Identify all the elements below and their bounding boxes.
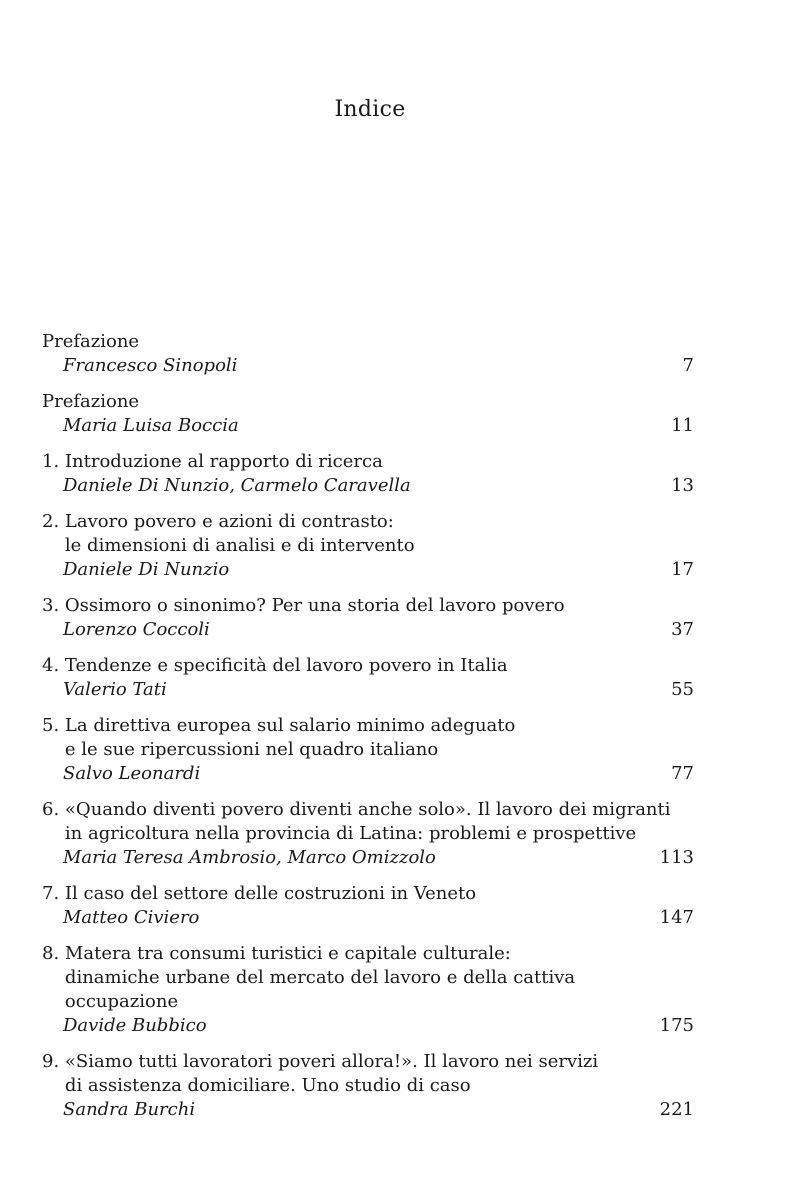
toc-entry-page-number: 221 [659,1099,694,1120]
toc-entry-title [42,1050,694,1098]
toc-entry-author-row [42,354,694,378]
toc-entry-title-line: e le sue ripercussioni nel quadro italiano [64,739,439,760]
toc-entry-author-row [42,678,694,702]
toc-entry-title-line: Ossimoro o sinonimo? Per una storia del lavoro povero [64,595,565,616]
toc-entry-author-row [42,618,694,642]
toc-entry-title-line: «Quando diventi povero diventi anche solo». Il lavoro dei migranti [64,799,671,820]
toc-entry-page-number: 11 [671,415,694,436]
toc-entry [42,714,694,786]
toc-entry-title [42,714,694,762]
toc-entry-number: 4. [42,655,60,676]
toc-entry-number: 2. [42,511,60,532]
toc-entry-title-line: Il caso del settore delle costruzioni in Veneto [64,883,477,904]
toc-entry [42,1050,694,1122]
toc-entry-page-number: 55 [671,679,694,700]
toc-entry-title [42,798,694,846]
toc-entry-title [42,654,694,678]
toc-entry [42,594,694,642]
toc-entry [42,882,694,930]
toc-entry [42,510,694,582]
toc-entry-author-row [42,414,694,438]
table-of-contents [42,330,694,1134]
toc-entry-number: 7. [42,883,60,904]
toc-entry-author-row [42,906,694,930]
toc-entry-author: Daniele Di Nunzio [63,559,230,580]
toc-entry-title-line: in agricoltura nella provincia di Latina: problemi e prospettive [64,823,637,844]
toc-entry-author: Valerio Tati [63,679,167,700]
toc-entry-author: Francesco Sinopoli [63,355,238,376]
toc-entry-author: Lorenzo Coccoli [63,619,210,640]
toc-entry-title-line: «Siamo tutti lavoratori poveri allora!». Il lavoro nei servizi [64,1051,599,1072]
toc-entry [42,798,694,870]
toc-entry-number: 6. [42,799,60,820]
toc-entry-title-line: Prefazione [42,331,140,352]
toc-entry [42,942,694,1038]
toc-entry [42,330,694,378]
toc-entry-title-line: Lavoro povero e azioni di contrasto: [64,511,394,532]
toc-entry-page-number: 113 [659,847,694,868]
toc-entry-author-row [42,846,694,870]
toc-entry-author-row [42,1098,694,1122]
toc-entry [42,654,694,702]
toc-entry-author-row [42,558,694,582]
toc-entry-number: 8. [42,943,60,964]
toc-entry-author: Maria Luisa Boccia [63,415,239,436]
toc-entry-page-number: 7 [682,355,694,376]
toc-entry-title-line: dinamiche urbane del mercato del lavoro e della cattiva occupazione [64,967,576,1012]
toc-entry-title-line: di assistenza domiciliare. Uno studio di caso [64,1075,471,1096]
toc-entry-number: 3. [42,595,60,616]
toc-entry-title [42,882,694,906]
toc-entry-title [42,594,694,618]
toc-entry-page-number: 13 [671,475,694,496]
toc-entry-title [42,450,694,474]
toc-entry-page-number: 17 [671,559,694,580]
toc-entry-page-number: 37 [671,619,694,640]
toc-entry-author: Davide Bubbico [63,1015,207,1036]
toc-entry-title-line: Prefazione [42,391,140,412]
toc-entry-page-number: 147 [659,907,694,928]
toc-entry-title [42,390,694,414]
toc-entry-author: Daniele Di Nunzio, Carmelo Caravella [63,475,411,496]
toc-entry-number: 9. [42,1051,60,1072]
toc-entry-author-row [42,474,694,498]
toc-entry-title-line: Matera tra consumi turistici e capitale culturale: [64,943,511,964]
toc-entry-title-line: Introduzione al rapporto di ricerca [64,451,383,472]
toc-entry-author: Matteo Civiero [63,907,200,928]
page-title: Indice [334,97,406,122]
toc-entry-number: 5. [42,715,60,736]
toc-entry-author: Salvo Leonardi [63,763,201,784]
toc-entry-page-number: 77 [671,763,694,784]
toc-entry-title [42,942,694,1014]
toc-entry-author: Maria Teresa Ambrosio, Marco Omizzolo [63,847,436,868]
toc-entry-author: Sandra Burchi [63,1099,196,1120]
toc-entry-page-number: 175 [659,1015,694,1036]
toc-entry-title-line: le dimensioni di analisi e di intervento [64,535,415,556]
toc-entry-title-line: La direttiva europea sul salario minimo adeguato [64,715,516,736]
toc-entry-author-row [42,762,694,786]
toc-entry-title-line: Tendenze e specificità del lavoro povero in Italia [64,655,508,676]
toc-entry [42,450,694,498]
toc-entry-number: 1. [42,451,60,472]
toc-entry-title [42,330,694,354]
toc-entry-title [42,510,694,558]
toc-entry-author-row [42,1014,694,1038]
toc-entry [42,390,694,438]
